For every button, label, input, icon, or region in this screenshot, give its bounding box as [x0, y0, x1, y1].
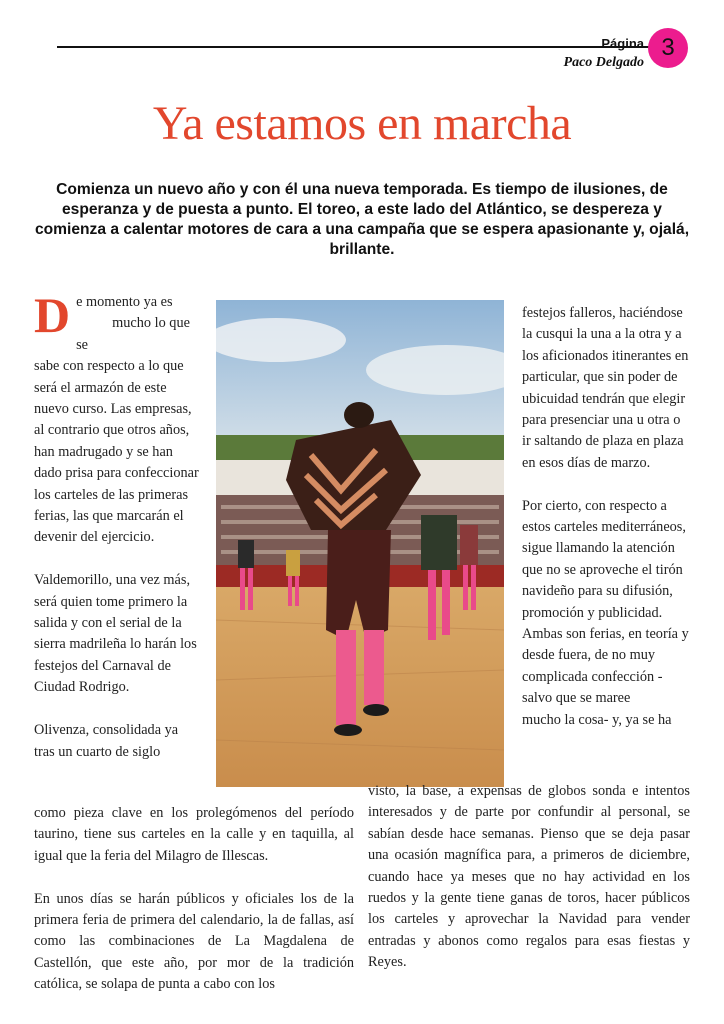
- paragraph-olivenza-end: como pieza clave en los prolegómenos del período taurino, tiene sus carteles en la calle y en taquilla, al igual que la feria del Milagro de Illescas.: [34, 805, 354, 864]
- right-column: [522, 303, 690, 731]
- paragraph-fallas: En unos días se harán públicos y oficiales los de la primera feria de primera del calendario, la de fallas, así como las combinaciones de La Magdalena de Castellón, que este año, por mor de la tradición católica, se solapa de punta a cabo con los: [34, 890, 354, 993]
- author-name: Paco Delgado: [563, 55, 644, 70]
- article-title: Ya estamos en marcha: [152, 97, 572, 150]
- article-lede: Comienza un nuevo año y con él una nueva temporada. Es tiempo de ilusiones, de esperanza y de puesta a punto. El toreo, a este lado del Atlántico, se despereza y comienza a calentar motores de cara a una campaña que se espera apasionante y, ojalá, brillante.: [34, 181, 690, 258]
- header-rule: [57, 46, 657, 48]
- page-number-badge: 3: [648, 28, 688, 68]
- bullfighter-photo: [216, 300, 504, 787]
- bottom-left-column: [34, 803, 354, 996]
- drop-cap: D: [34, 287, 71, 343]
- paragraph-intro: De momento ya es mucho lo que se sabe con respecto a lo que será el armazón de este nuevo curso. Las empresas, al contrario que otros años, han madrugado y se han dado prisa para confeccionar los carteles de las primeras ferias, las que marcarán el devenir del ejercicio.: [34, 287, 199, 546]
- paragraph-olivenza-start: Olivenza, consolidada ya tras un cuarto de siglo: [34, 722, 179, 760]
- paragraph-ferias-end: visto, la base, a expensas de globos sonda e intentos interesados y de parte por confundir al personal, se sabían desde hace semanas. Pienso que se deja pasar una ocasión magnífica para, a primeros de diciembre, cuando hace ya meses que no hay actividad en los ruedos y la gente tiene ganas de toros, hacer públicos los carteles y aprovechar la Navidad para vender entradas y abonos como regalos para esas fiestas y Reyes.: [368, 783, 690, 971]
- left-column: [34, 287, 202, 763]
- paragraph-ferias-start: Ambas son ferias, en teoría y desde fuera, de no muy complicada confección -salvo que se maree mucho la cosa- y, ya se ha: [522, 626, 689, 728]
- bottom-right-column: [368, 781, 690, 974]
- paragraph-falleros: festejos falleros, haciéndose la cusqui la una a la otra y a los aficionados itinerantes en particular, que sin poder de ubicuidad tendrán que elegir para presenciar una u otra o ir saltando de plaza en plaza en esos días de marzo.: [522, 305, 689, 471]
- paragraph-valdemorillo: Valdemorillo, una vez más, será quien tome primero la salida y con el serial de la sierra madrileña lo harán los festejos del Carnaval de Ciudad Rodrigo.: [34, 572, 197, 696]
- page-label: Página: [601, 36, 644, 51]
- paragraph-carteles: Por cierto, con respecto a estos carteles mediterráneos, sigue llamando la atención que no se aproveche el tirón navideño para su difusión, promoción y publicidad.: [522, 497, 686, 621]
